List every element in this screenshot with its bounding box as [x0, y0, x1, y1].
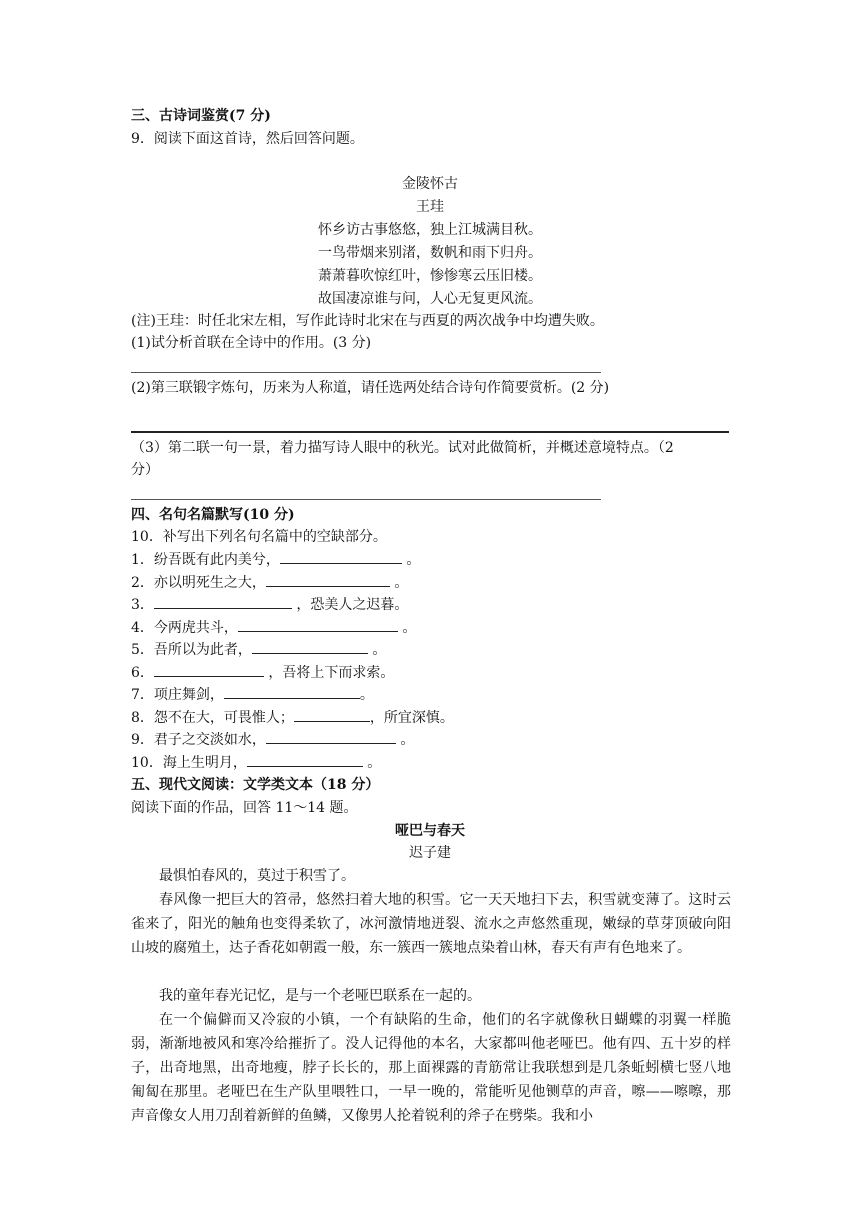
section4-heading: 四、名句名篇默写(10 分): [131, 507, 295, 523]
section5-intro: 阅读下面的作品，回答 11～14 题。: [131, 800, 358, 816]
fill-item-9: 9．君子之交淡如水， 。: [131, 729, 414, 751]
poem-line: 一鸟带烟来别渚，数帆和雨下归舟。: [318, 245, 542, 261]
poem-line: 怀乡访古事悠悠，独上江城满目秋。: [318, 222, 542, 238]
sub-question-1: (1)试分析首联在全诗中的作用。(3 分): [131, 335, 372, 351]
sub-question-3-cont: 分）: [131, 462, 159, 478]
fill-item-1: 1．纷吾既有此内美兮， 。: [131, 549, 420, 571]
article-title: 哑巴与春天: [395, 823, 465, 839]
fill-blank[interactable]: [266, 572, 390, 587]
fill-blank[interactable]: [154, 594, 292, 609]
article-paragraph: 在一个偏僻而又冷寂的小镇，一个有缺陷的生命，他们的名字就像秋日蝴蝶的羽翼一样脆弱，渐渐地被风和寒冷给摧折了。没人记得他的本名，大家都叫他老哑巴。他有四、五十岁的样子，出奇地黑，出奇地瘦，脖子长长的，那上面裸露的青筋常让我联想到是几条蚯蚓横七竖八地匍匐在那里。老哑巴在生产队里喂牲口，一早一晚的，常能听见他铡草的声音，嚓——嚓嚓，那声音像女人用刀刮着新鲜的鱼鳞，又像男人抡着锐利的斧子在劈柴。我和小: [131, 1012, 731, 1124]
fill-blank[interactable]: [252, 639, 368, 654]
fill-item-5: 5．吾所以为此者， 。: [131, 639, 386, 661]
fill-blank[interactable]: [266, 729, 396, 744]
fill-blank[interactable]: [294, 707, 370, 722]
answer-line-1[interactable]: [131, 372, 601, 373]
fill-item-7: 7．项庄舞剑， 。: [131, 684, 374, 706]
poem-author: 王珪: [416, 199, 444, 215]
poem-title: 金陵怀古: [402, 176, 458, 192]
fill-item-2: 2．亦以明死生之大， 。: [131, 572, 408, 594]
fill-blank[interactable]: [224, 684, 360, 699]
sub-question-3: （3）第二联一句一景，着力描写诗人眼中的秋光。试对此做简析，并概述意境特点。（2: [131, 440, 674, 456]
fill-item-8: 8．怨不在大，可畏惟人； ，所宜深慎。: [131, 707, 454, 729]
fill-item-3: 3． ，恐美人之迟暮。: [131, 594, 408, 616]
article-paragraph: 最惧怕春风的，莫过于积雪了。: [159, 868, 355, 884]
fill-item-6: 6． ，吾将上下而求索。: [131, 662, 394, 684]
section3-heading: 三、古诗词鉴赏(7 分): [131, 108, 271, 124]
poem-line: 萧萧暮吹惊红叶，惨惨寒云压旧楼。: [318, 268, 542, 284]
question-10: 10．补写出下列名句名篇中的空缺部分。: [131, 529, 387, 545]
fill-blank[interactable]: [280, 549, 402, 564]
section5-heading: 五、现代文阅读：文学类文本（18 分）: [131, 777, 380, 793]
fill-item-4: 4．今两虎共斗， 。: [131, 617, 416, 639]
question-9: 9．阅读下面这首诗，然后回答问题。: [131, 131, 364, 147]
fill-blank[interactable]: [154, 662, 264, 677]
article-author: 迟子建: [409, 845, 451, 861]
poem-note: (注)王珪：时任北宋左相，写作此诗时北宋在与西夏的两次战争中均遭失败。: [131, 313, 604, 329]
answer-line-2[interactable]: [131, 431, 729, 433]
fill-item-10: 10．海上生明月， 。: [131, 752, 381, 774]
fill-blank[interactable]: [247, 752, 363, 767]
article-paragraph: 我的童年春光记忆，是与一个老哑巴联系在一起的。: [159, 988, 481, 1004]
article-paragraph: 春风像一把巨大的笤帚，悠然扫着大地的积雪。它一天天地扫下去，积雪就变薄了。这时云雀来了，阳光的触角也变得柔软了，冰河激情地迸裂、流水之声悠然重现，嫩绿的草芽顶破向阳山坡的腐殖土，达子香花如朝霞一般，东一簇西一簇地点染着山林，春天有声有色地来了。: [131, 892, 731, 956]
fill-blank[interactable]: [238, 617, 398, 632]
sub-question-2: (2)第三联锻字炼句，历来为人称道，请任选两处结合诗句作简要赏析。(2 分): [131, 380, 610, 396]
answer-line-3[interactable]: [131, 499, 601, 500]
poem-line: 故国凄凉谁与问，人心无复更风流。: [318, 291, 542, 307]
